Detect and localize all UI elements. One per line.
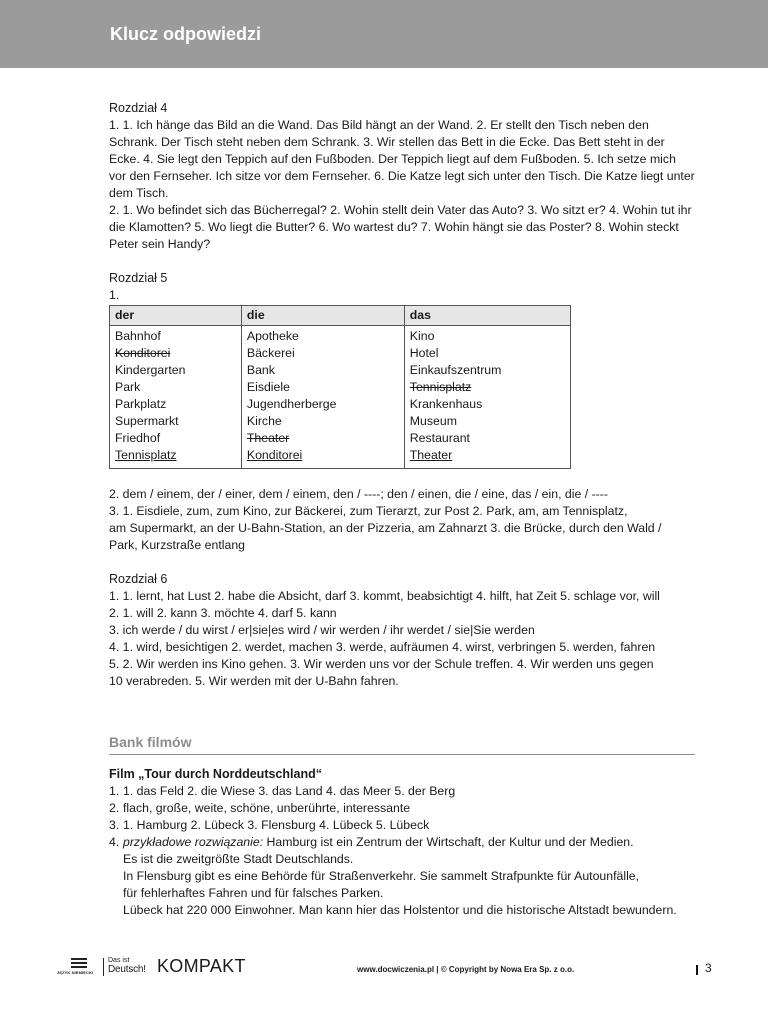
rozdzial-6-line: 1. 1. lernt, hat Lust 2. habe die Absicht, darf 3. kommt, beabsichtigt 4. hilft, hat Zeit 5. schlage vor, will [109,589,660,603]
logo-caption: JĘZYK NIEMIECKI [57,970,94,975]
table-cell: Park [110,379,242,396]
table-cell-crossed-out: Tennisplatz [404,379,570,396]
section-title-rozdzial-4: Rozdział 4 [109,101,168,115]
list-item-text: Hamburg ist ein Zentrum der Wirtschaft, der Kultur und der Medien. [263,835,634,849]
book-icon [71,958,87,968]
section-title-rozdzial-6: Rozdział 6 [109,572,168,586]
rozdzial-6-line: 4. 1. wird, besichtigen 2. werdet, machen 3. werde, aufräumen 4. wirst, verbringen 5. werden, fahren [109,640,656,654]
list-item [109,817,695,834]
rozdzial-4-exercise-1: 1. 1. Ich hänge das Bild an die Wand. Das Bild hängt an der Wand. 2. Er stellt den Tisch neben den Schrank. Der Tisch steht neben dem Schrank. 3. Wir stellen das Bett in die Ecke. Das Bett steht in der Ecke. 4. Sie legt den Teppich auf den Fußboden. Der Teppich liegt auf dem Fußboden. 5. Ich setze mich vor den Fernseher. Ich sitze vor dem Fernseher. 6. Die Katze legt sich unter den Tisch. Die Katze liegt unter dem Tisch. [109,118,695,200]
list-item-line: für fehlerhaftes Fahren und für falsches Parken. [123,886,384,900]
table-row [110,413,571,430]
table-header-row [110,306,571,326]
table-cell-added: Tennisplatz [110,447,242,469]
answer-key-content [109,100,695,919]
list-item-line: Lübeck hat 220 000 Einwohner. Man kann hier das Holstentor und die historische Altstadt bewundern. [123,903,677,917]
list-item [109,834,695,919]
rozdzial-4-exercise-2: 2. 1. Wo befindet sich das Bücherregal? 2. Wohin stellt dein Vater das Auto? 3. Wo sitzt er? 4. Wohin tut ihr die Klamotten? 5. Wo liegt die Butter? 6. Wo wartest du? 7. Wohin hängt sie das Poster? 8. Wohin steckt Peter sein Handy? [109,203,692,251]
table-cell: Bahnhof [110,326,242,346]
column-header-die: die [241,306,404,326]
list-item-number: 1. [109,784,120,798]
rozdzial-6-line: 10 verabreden. 5. Wir werden mit der U-Bahn fahren. [109,674,399,688]
list-item [109,783,695,800]
table-cell-crossed-out: Konditorei [110,345,242,362]
column-header-das: das [404,306,570,326]
copyright-text: www.docwiczenia.pl | © Copyright by Nowa Era Sp. z o.o. [357,965,575,974]
section-title-rozdzial-5: Rozdział 5 [109,271,168,285]
list-item [109,800,695,817]
table-cell: Parkplatz [110,396,242,413]
rozdzial-5-exercise-3-line: am Supermarkt, an der U-Bahn-Station, an der Pizzeria, am Zahnarzt 3. die Brücke, durch den Wald / [109,521,662,535]
table-cell: Kindergarten [110,362,242,379]
table-cell: Krankenhaus [404,396,570,413]
table-cell: Eisdiele [241,379,404,396]
list-item-line: Es ist die zweitgrößte Stadt Deutschlands. [123,852,354,866]
table-cell-added: Theater [404,447,570,469]
rozdzial-6-line: 3. ich werde / du wirst / er|sie|es wird / wir werden / ihr werdet / sie|Sie werden [109,623,535,637]
page-marker [696,965,698,975]
film-title: Film „Tour durch Norddeutschland“ [109,767,322,781]
rozdzial-5-exercise-3-line: Park, Kurzstraße entlang [109,538,246,552]
sample-answer-label: przykładowe rozwiązanie: [123,835,264,849]
rozdzial-6-line: 2. 1. will 2. kann 3. möchte 4. darf 5. kann [109,606,337,620]
list-item-text: 1. Hamburg 2. Lübeck 3. Flensburg 4. Lübeck 5. Lübeck [123,818,430,832]
table-cell: Museum [404,413,570,430]
rozdzial-5-exercise-2: 2. dem / einem, der / einer, dem / einem, den / ----; den / einen, die / eine, das / ein, die / ---- [109,487,608,501]
brand-kompakt: KOMPAKT [157,956,246,976]
publisher-logo [57,958,103,978]
table-row [110,326,571,346]
logo-divider [103,958,104,976]
table-cell: Kino [404,326,570,346]
section-title-bank-filmow: Bank filmów [109,734,695,755]
table-cell-crossed-out: Theater [241,430,404,447]
table-row [110,362,571,379]
list-item-text: flach, große, weite, schöne, unberührte, interessante [123,801,411,815]
table-cell: Bank [241,362,404,379]
list-item-number: 4. [109,835,120,849]
page-number: 3 [705,961,712,975]
rozdzial-5-exercise-3-line: 3. 1. Eisdiele, zum, zum Kino, zur Bäckerei, zum Tierarzt, zur Post 2. Park, am, am Tennisplatz, [109,504,628,518]
table-cell: Hotel [404,345,570,362]
brand-das-ist: Das ist [108,957,130,964]
table-cell-added: Konditorei [241,447,404,469]
page-title: Klucz odpowiedzi [110,24,261,44]
list-item-text: 1. das Feld 2. die Wiese 3. das Land 4. das Meer 5. der Berg [123,784,456,798]
table-row [110,430,571,447]
table-cell: Jugendherberge [241,396,404,413]
table-cell: Apotheke [241,326,404,346]
table-row [110,379,571,396]
list-item-number: 3. [109,818,120,832]
column-header-der: der [110,306,242,326]
list-item-number: 2. [109,801,120,815]
article-table [109,305,571,469]
rozdzial-6-line: 5. 2. Wir werden ins Kino gehen. 3. Wir werden uns vor der Schule treffen. 4. Wir werden uns gegen [109,657,654,671]
table-cell: Restaurant [404,430,570,447]
rozdzial-5-exercise-1-label: 1. [109,288,120,302]
table-cell: Friedhof [110,430,242,447]
table-row [110,447,571,469]
table-cell: Kirche [241,413,404,430]
list-item-line: In Flensburg gibt es eine Behörde für Straßenverkehr. Sie sammelt Strafpunkte für Autounfälle, [123,869,640,883]
footer [0,955,768,985]
table-cell: Einkaufszentrum [404,362,570,379]
table-row [110,345,571,362]
table-row [110,396,571,413]
film-answer-list [109,783,695,919]
table-cell: Bäckerei [241,345,404,362]
brand-deutsch: Deutsch! [108,964,146,975]
header-bar [0,0,768,68]
table-cell: Supermarkt [110,413,242,430]
